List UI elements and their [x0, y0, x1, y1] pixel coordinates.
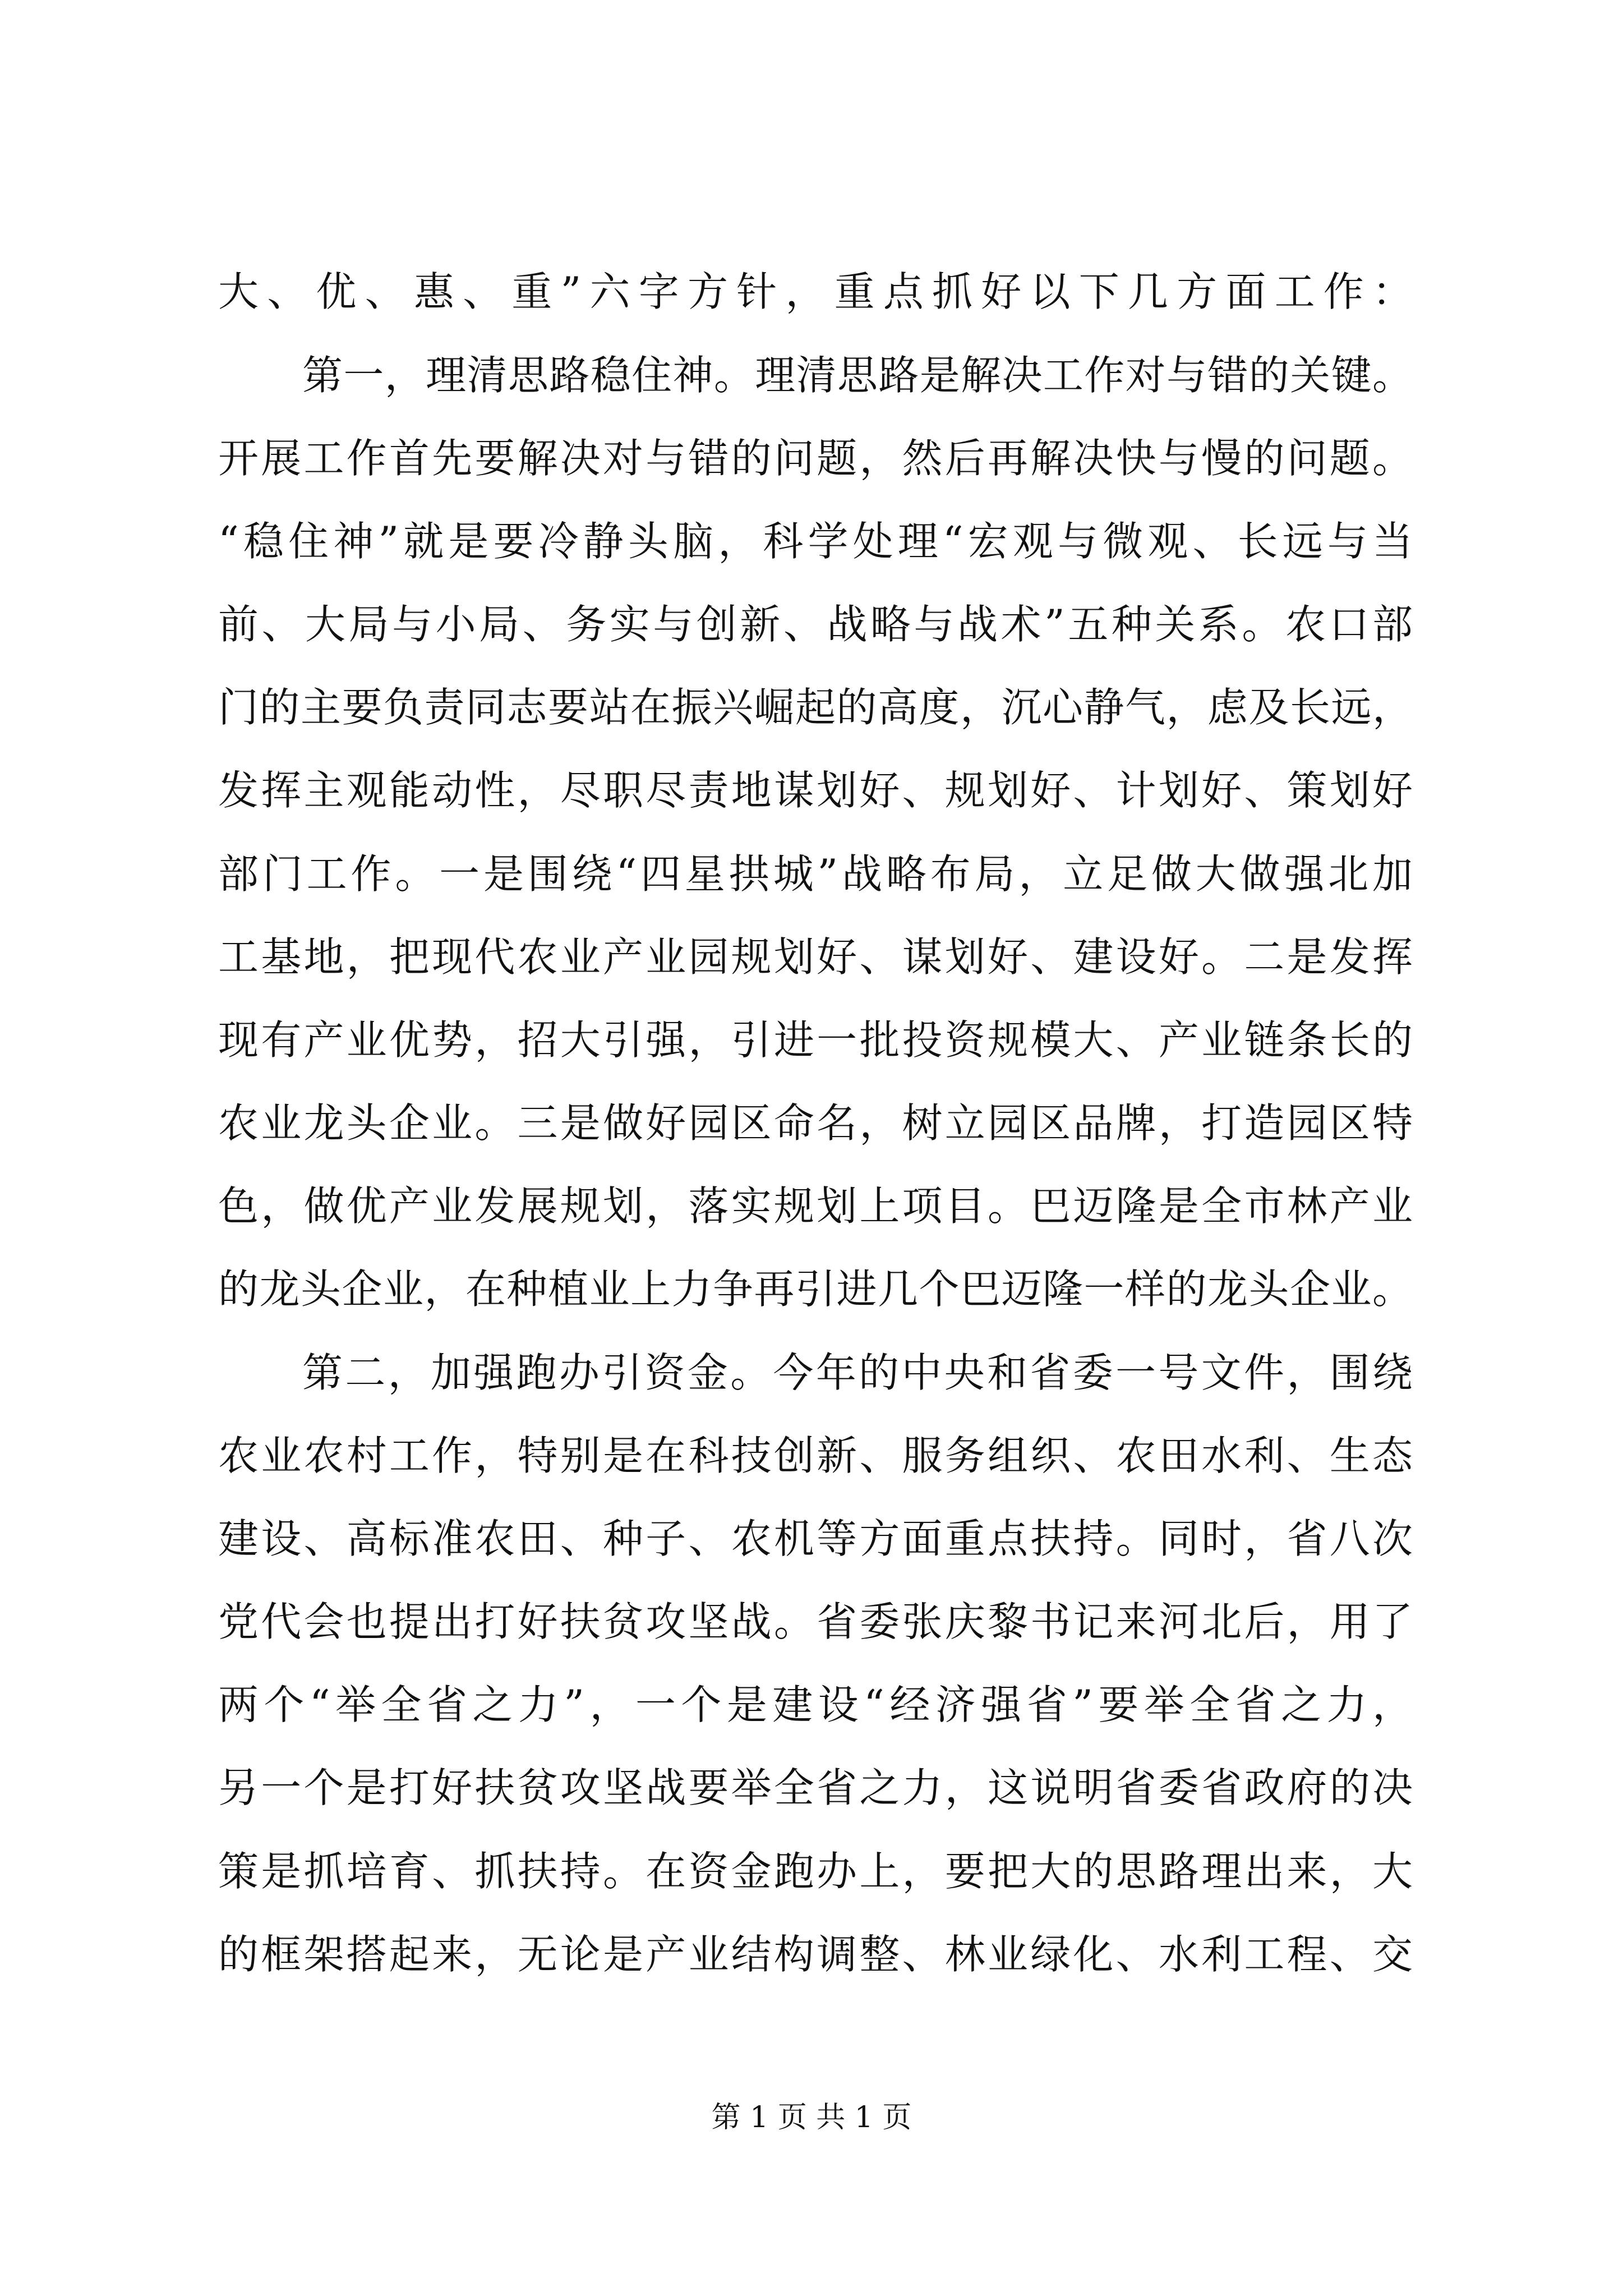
paragraph-1-line-11: 色，做优产业发展规划，落实规划上项目。巴迈隆是全市林产业 [218, 1182, 1413, 1230]
paragraph-2-line-2: 农业农村工作，特别是在科技创新、服务组织、农田水利、生态 [218, 1432, 1413, 1479]
paragraph-1-line-10: 农业龙头企业。三是做好园区命名，树立园区品牌，打造园区特 [218, 1099, 1413, 1147]
page-number-footer: 第 1 页 共 1 页 [711, 2101, 912, 2134]
paragraph-1-line-9: 现有产业优势，招大引强，引进一批投资规模大、产业链条长的 [218, 1016, 1413, 1064]
paragraph-1-line-3: “稳住神”就是要冷静头脑，科学处理“宏观与微观、长远与当 [218, 518, 1413, 565]
paragraph-2-line-4: 党代会也提出打好扶贫攻坚战。省委张庆黎书记来河北后，用了 [218, 1598, 1413, 1645]
paragraph-1-line-2: 开展工作首先要解决对与错的问题，然后再解决快与慢的问题。 [218, 435, 1413, 482]
paragraph-2-line-3: 建设、高标准农田、种子、农机等方面重点扶持。同时，省八次 [218, 1515, 1413, 1562]
paragraph-2-line-5: 两个“举全省之力”，一个是建设“经济强省”要举全省之力， [218, 1681, 1413, 1728]
paragraph-2-line-8: 的框架搭起来，无论是产业结构调整、林业绿化、水利工程、交 [218, 1931, 1413, 1978]
text-line-1: 大、优、惠、重”六字方针，重点抓好以下几方面工作： [218, 268, 1413, 315]
paragraph-2-line-1: 第二，加强跑办引资金。今年的中央和省委一号文件，围绕 [302, 1349, 1413, 1396]
paragraph-1-line-5: 门的主要负责同志要站在振兴崛起的高度，沉心静气，虑及长远， [218, 684, 1413, 731]
paragraph-1-line-12: 的龙头企业，在种植业上力争再引进几个巴迈隆一样的龙头企业。 [218, 1266, 1413, 1313]
paragraph-1-line-6: 发挥主观能动性，尽职尽责地谋划好、规划好、计划好、策划好 [218, 767, 1413, 814]
paragraph-1-line-8: 工基地，把现代农业产业园规划好、谋划好、建设好。二是发挥 [218, 933, 1413, 981]
paragraph-1-line-1: 第一，理清思路稳住神。理清思路是解决工作对与错的关键。 [302, 352, 1413, 399]
paragraph-2-line-6: 另一个是打好扶贫攻坚战要举全省之力，这说明省委省政府的决 [218, 1764, 1413, 1811]
paragraph-1-line-4: 前、大局与小局、务实与创新、战略与战术”五种关系。农口部 [218, 601, 1413, 648]
paragraph-1-line-7: 部门工作。一是围绕“四星拱城”战略布局，立足做大做强北加 [218, 850, 1413, 898]
paragraph-2-line-7: 策是抓培育、抓扶持。在资金跑办上，要把大的思路理出来，大 [218, 1848, 1413, 1895]
